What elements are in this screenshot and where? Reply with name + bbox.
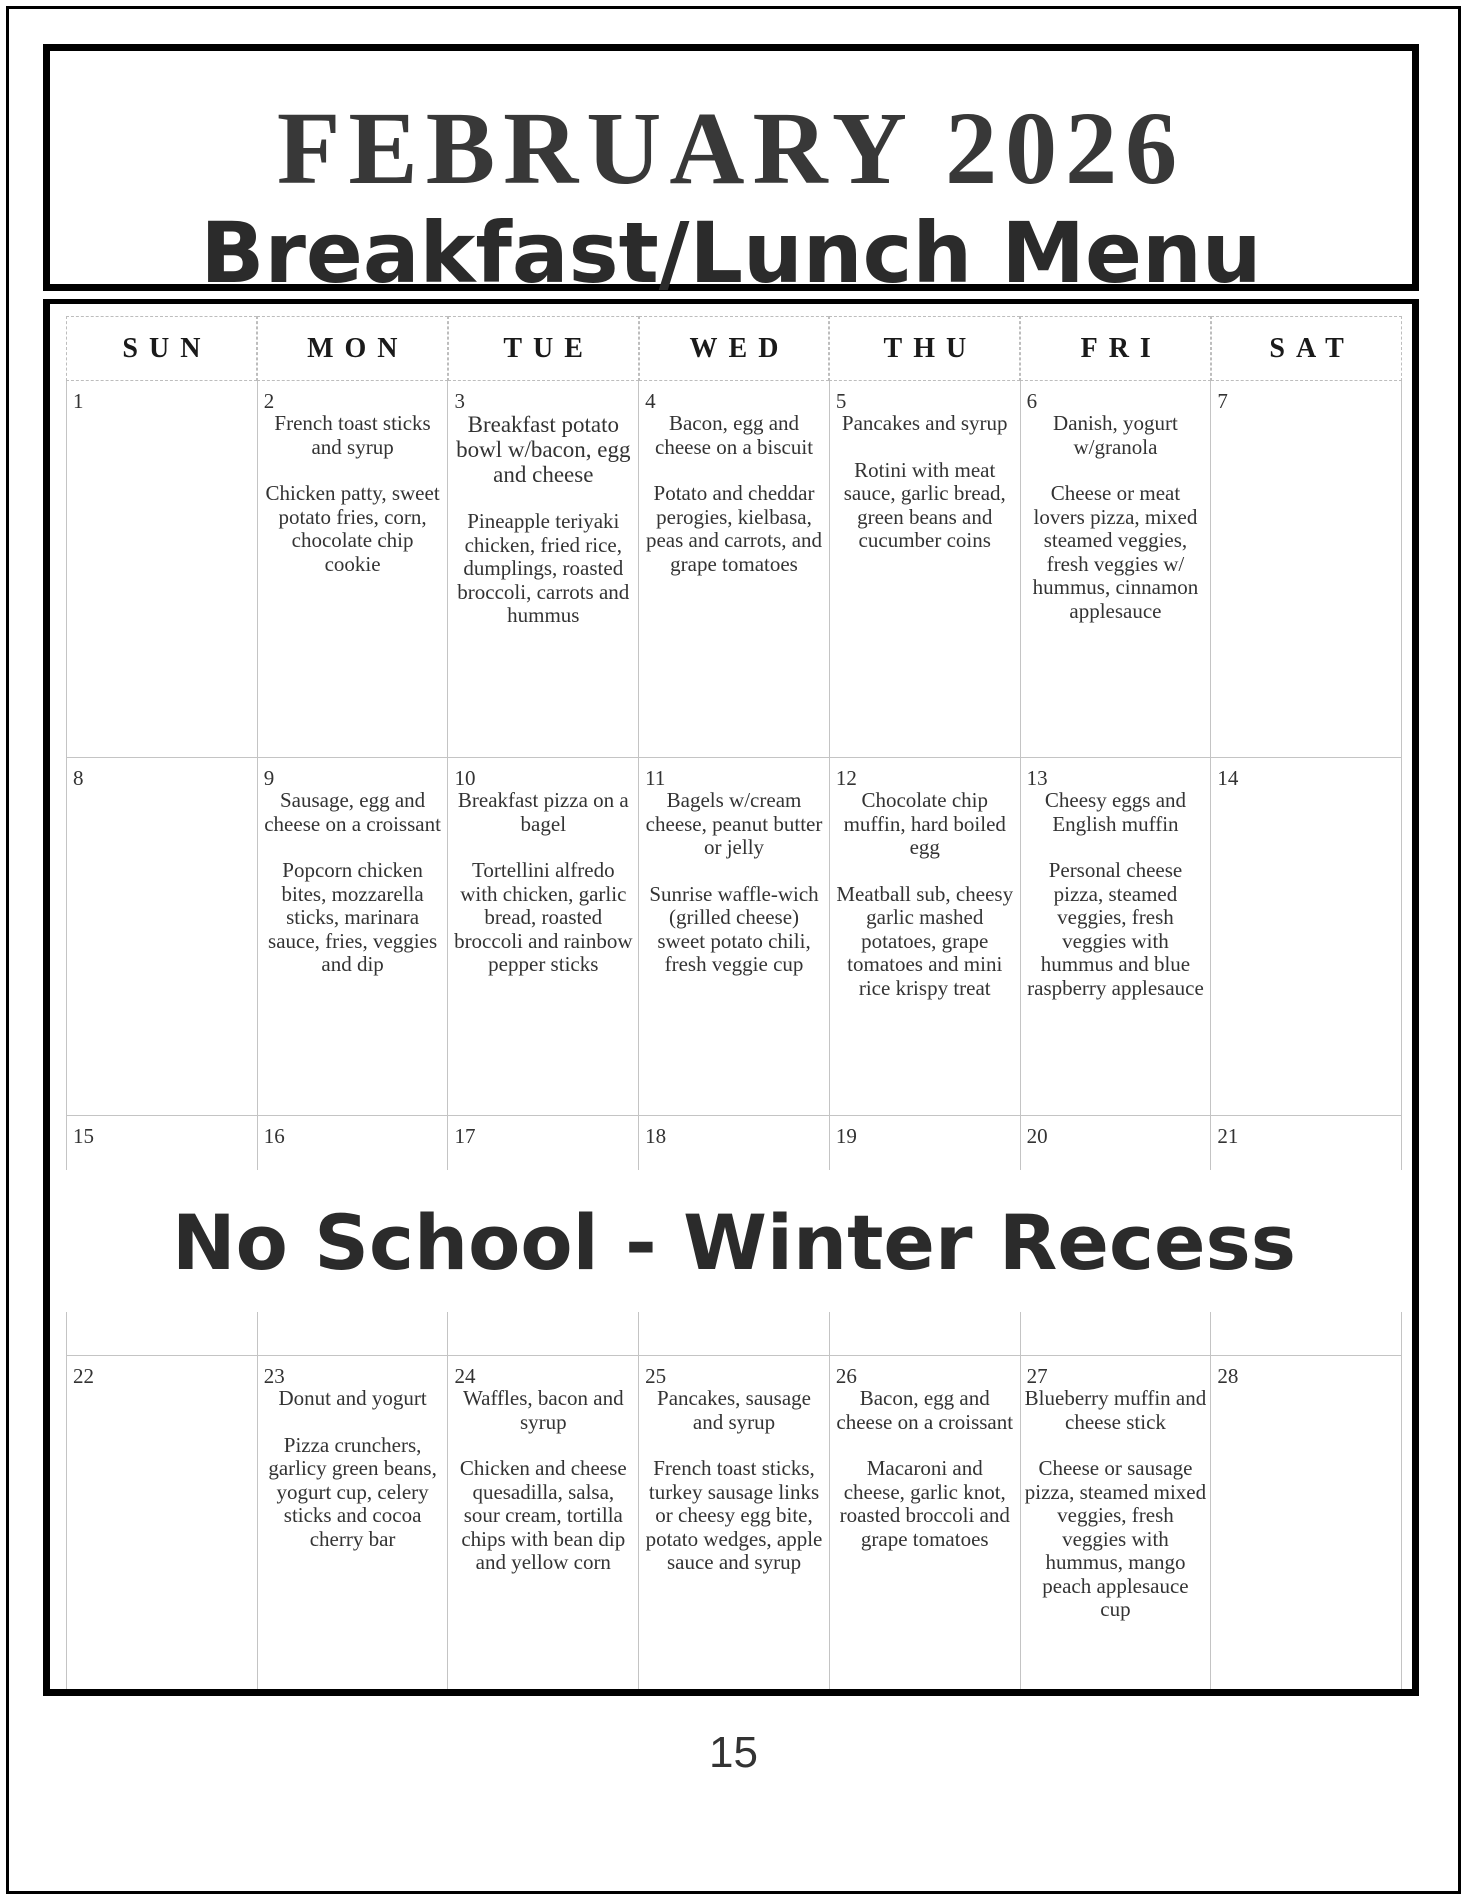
dow-thu: THU	[829, 316, 1020, 381]
day-number: 15	[73, 1124, 94, 1148]
dow-mon: MON	[257, 316, 448, 381]
day-cell	[66, 1356, 258, 1689]
days-of-week-header	[66, 316, 1402, 381]
breakfast-item: Breakfast potato bowl w/bacon, egg and cheese	[456, 412, 631, 487]
lunch-item: Macaroni and cheese, garlic knot, roasted broccoli and grape tomatoes	[839, 1456, 1010, 1551]
day-cell	[830, 381, 1021, 758]
lunch-item: Tortellini alfredo with chicken, garlic bread, roasted broccoli and rainbow pepper sticks	[454, 858, 633, 976]
lunch-item: Meatball sub, cheesy garlic mashed potatoes, grape tomatoes and mini rice krispy treat	[836, 881, 1014, 1000]
day-number: 20	[1026, 1124, 1048, 1148]
lunch-item: Pineapple teriyaki chicken, fried rice, dumplings, roasted broccoli, carrots and hummus	[457, 509, 630, 627]
breakfast-item: Bacon, egg and cheese on a biscuit	[655, 411, 814, 459]
breakfast-item: Breakfast pizza on a bagel	[457, 788, 629, 836]
week-row	[66, 758, 1402, 1116]
breakfast-item: Pancakes and syrup	[841, 411, 1008, 435]
day-number: 12	[835, 766, 857, 790]
month-title: FEBRUARY 2026	[276, 91, 1186, 206]
day-number: 2	[263, 389, 275, 413]
day-number: 11	[645, 766, 666, 790]
lunch-item: Cheese or meat lovers pizza, mixed steamed veggies, fresh veggies w/ hummus, cinnamon applesauce	[1032, 481, 1199, 623]
lunch-item: Chicken and cheese quesadilla, salsa, sour cream, tortilla chips with bean dip and yellow corn	[459, 1456, 627, 1574]
lunch-item: Sunrise waffle-wich (grilled cheese) sweet potato chili, fresh veggie cup	[649, 881, 819, 976]
dow-fri: FRI	[1020, 316, 1211, 381]
header-box	[43, 44, 1419, 302]
day-number: 18	[645, 1124, 667, 1148]
day-number: 13	[1026, 766, 1048, 790]
recess-notice: No School - Winter Recess	[171, 1198, 1297, 1287]
lunch-item: French toast sticks, turkey sausage links or cheesy egg bite, potato wedges, apple sauce and syrup	[645, 1456, 823, 1574]
dow-sun: SUN	[66, 316, 257, 381]
day-cell	[1211, 758, 1402, 1116]
breakfast-item: Sausage, egg and cheese on a croissant	[264, 788, 441, 836]
day-cell	[258, 1356, 449, 1689]
page-number: 15	[709, 1728, 758, 1777]
day-cell	[639, 381, 830, 758]
day-cell	[1211, 381, 1402, 758]
breakfast-item: Danish, yogurt w/granola	[1053, 411, 1178, 459]
day-number: 8	[73, 766, 84, 790]
breakfast-item: Bacon, egg and cheese on a croissant	[836, 1386, 1014, 1434]
breakfast-item: Bagels w/cream cheese, peanut butter or jelly	[645, 788, 823, 859]
day-number: 6	[1026, 389, 1038, 413]
meal-text	[262, 1387, 444, 1551]
day-number: 28	[1217, 1364, 1239, 1388]
day-cell	[258, 381, 449, 758]
day-number: 22	[73, 1364, 94, 1388]
breakfast-item: Donut and yogurt	[278, 1386, 427, 1410]
meal-text	[643, 412, 825, 576]
day-number: 23	[263, 1364, 285, 1388]
meal-text	[452, 789, 634, 977]
meal-text	[643, 789, 825, 977]
day-number: 21	[1217, 1124, 1239, 1148]
lunch-item: Popcorn chicken bites, mozzarella sticks, marinara sauce, fries, veggies and dip	[268, 858, 438, 976]
day-cell	[66, 381, 258, 758]
day-cell	[66, 758, 258, 1116]
dow-tue: TUE	[448, 316, 639, 381]
lunch-item: Personal cheese pizza, steamed veggies, fresh veggies with hummus and blue raspberry applesauce	[1027, 858, 1204, 1000]
week-row	[66, 381, 1402, 758]
meal-text	[834, 412, 1016, 553]
lunch-item: Potato and cheddar perogies, kielbasa, peas and carrots, and grape tomatoes	[645, 481, 823, 576]
breakfast-item: French toast sticks and syrup	[274, 411, 431, 459]
meal-text	[452, 412, 634, 628]
lunch-item: Chicken patty, sweet potato fries, corn, chocolate chip cookie	[265, 481, 440, 576]
lunch-item: Cheese or sausage pizza, steamed mixed veggies, fresh veggies with hummus, mango peach applesauce cup	[1024, 1456, 1207, 1621]
day-number: 4	[645, 389, 656, 413]
day-number: 9	[263, 766, 275, 790]
day-cell	[830, 758, 1021, 1116]
day-number: 25	[645, 1364, 667, 1388]
meal-text	[1025, 789, 1207, 1000]
meal-text	[452, 1387, 634, 1575]
meal-text	[262, 789, 444, 977]
lunch-item: Rotini with meat sauce, garlic bread, green beans and cucumber coins	[843, 457, 1006, 552]
meal-text	[643, 1387, 825, 1575]
meal-text	[834, 1387, 1016, 1551]
dow-wed: WED	[639, 316, 830, 381]
lunch-item: Pizza crunchers, garlicy green beans, yogurt cup, celery sticks and cocoa cherry bar	[268, 1432, 437, 1551]
meal-text	[834, 789, 1016, 1000]
day-number: 24	[454, 1364, 476, 1388]
day-cell	[1211, 1356, 1402, 1689]
day-number: 19	[835, 1124, 857, 1148]
day-number: 16	[263, 1124, 285, 1148]
menu-title: Breakfast/Lunch Menu	[200, 204, 1262, 302]
day-cell	[1021, 381, 1212, 758]
dow-sat: SAT	[1211, 316, 1402, 381]
day-cell	[448, 1356, 639, 1689]
breakfast-item: Chocolate chip muffin, hard boiled egg	[843, 788, 1006, 859]
day-cell	[1021, 758, 1212, 1116]
day-number: 27	[1026, 1364, 1048, 1388]
day-number: 14	[1217, 766, 1239, 790]
day-number: 7	[1217, 389, 1228, 413]
meal-text	[1025, 1387, 1207, 1622]
day-cell	[448, 381, 639, 758]
day-number: 10	[454, 766, 476, 790]
day-cell	[639, 758, 830, 1116]
day-cell	[830, 1356, 1021, 1689]
breakfast-item: Waffles, bacon and syrup	[462, 1386, 624, 1434]
day-number: 3	[454, 389, 465, 413]
breakfast-item: Cheesy eggs and English muffin	[1044, 788, 1187, 836]
day-number: 17	[454, 1124, 476, 1148]
day-cell	[258, 758, 449, 1116]
breakfast-item: Blueberry muffin and cheese stick	[1024, 1386, 1207, 1434]
day-cell	[448, 758, 639, 1116]
breakfast-item: Pancakes, sausage and syrup	[657, 1386, 811, 1434]
week-row	[66, 1356, 1402, 1689]
day-cell	[1021, 1356, 1212, 1689]
day-number: 1	[73, 389, 84, 413]
day-number: 26	[835, 1364, 857, 1388]
meal-text	[1025, 412, 1207, 623]
day-cell	[639, 1356, 830, 1689]
day-number: 5	[835, 389, 847, 413]
meal-text	[262, 412, 444, 576]
